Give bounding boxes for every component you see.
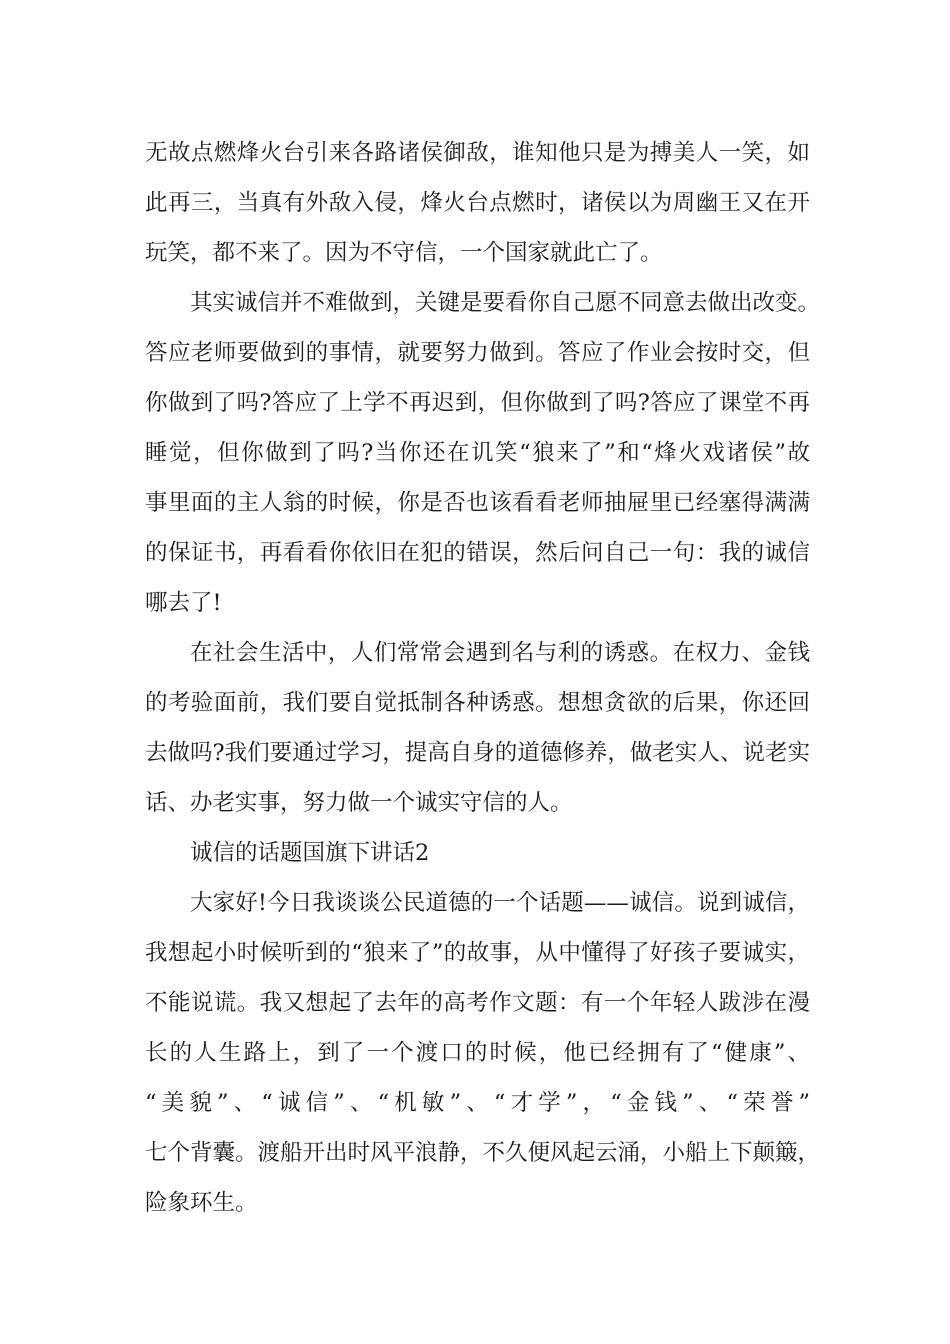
text-line: 无故点燃烽火台引来各路诸侯御敌，谁知他只是为搏美人一笑，如 [145,140,810,166]
text-line: 的考验面前，我们要自觉抵制各种诱惑。想想贪欲的后果，你还回 [145,690,810,716]
text-line: 大家好!今日我谈谈公民道德的一个话题——诚信。说到诚信， [190,890,810,916]
text-line: 玩笑，都不来了。因为不守信，一个国家就此亡了。 [145,240,663,266]
text-line: 长的人生路上，到了一个渡口的时候，他已经拥有了“健康”、 [145,1040,810,1066]
text-line: 的保证书，再看看你依旧在犯的错误，然后问自己一句：我的诚信 [145,540,810,566]
text-line: 哪去了! [145,590,222,616]
paragraph [145,278,821,628]
text-line: 其实诚信并不难做到，关键是要看你自己愿不同意去做出改变。 [190,290,821,316]
text-line: “美貌”、“诚信”、“机敏”、“才学”，“金钱”、“荣誉” [145,1090,810,1116]
text-line: 七个背囊。渡船开出时风平浪静，不久便风起云涌，小船上下颠簸， [145,1140,821,1166]
document-body [145,128,821,1228]
text-line: 不能说谎。我又想起了去年的高考作文题：有一个年轻人跋涉在漫 [145,990,810,1016]
text-line: 你做到了吗?答应了上学不再迟到，但你做到了吗?答应了课堂不再 [145,390,810,416]
section-heading: 诚信的话题国旗下讲话2 [190,840,430,866]
text-line: 事里面的主人翁的时候，你是否也该看看老师抽屉里已经塞得满满 [145,490,810,516]
paragraph [145,128,810,278]
paragraph [145,628,810,828]
text-line: 话、办老实事，努力做一个诚实守信的人。 [145,790,573,816]
paragraph [145,878,821,1228]
text-line: 险象环生。 [145,1190,258,1216]
text-line: 在社会生活中，人们常常会遇到名与利的诱惑。在权力、金钱 [190,640,810,666]
text-line: 去做吗?我们要通过学习，提高自身的道德修养，做老实人、说老实 [145,740,810,766]
text-line: 此再三，当真有外敌入侵，烽火台点燃时，诸侯以为周幽王又在开 [145,190,810,216]
text-line: 答应老师要做到的事情，就要努力做到。答应了作业会按时交，但 [145,340,810,366]
text-line: 我想起小时候听到的“狼来了”的故事，从中懂得了好孩子要诚实， [145,940,810,966]
text-line: 睡觉，但你做到了吗?当你还在讥笑“狼来了”和“烽火戏诸侯”故 [145,440,810,466]
